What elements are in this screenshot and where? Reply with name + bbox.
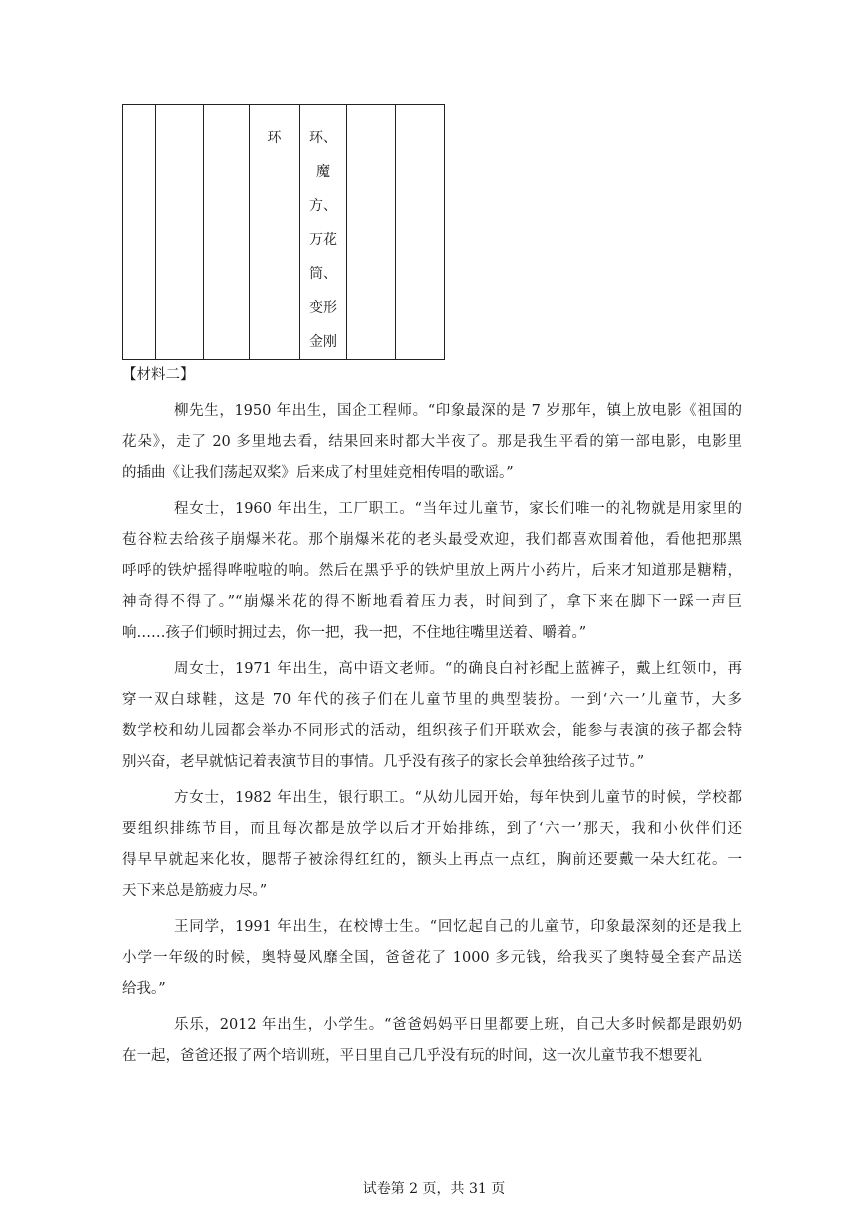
table-cell-line: 变形 [309, 300, 337, 316]
paragraph-line: 要组织排练节目，而且每次都是放学以后才开始排练，到了‘六一’那天，我和小伙伴们还 [122, 821, 742, 837]
paragraph-line: 方女士，1982 年出生，银行职工。“从幼儿园开始，每年快到儿童节的时候，学校都 [174, 790, 742, 806]
paragraph-line: 给我。” [122, 981, 166, 997]
paragraph [122, 1010, 742, 1072]
table-cell-col4-text [250, 105, 299, 155]
table-cell [123, 105, 156, 360]
table-cell-line: 筒、 [309, 266, 337, 282]
table-cell-line: 魔 [316, 164, 330, 180]
paragraph-line: 别兴奋，老早就惦记着表演节目的事情。几乎没有孩子的家长会单独给孩子过节。” [122, 754, 645, 770]
paragraph-line: 花朵》，走了 20 多里地去看，结果回来时都大半夜了。那是我生平看的第一部电影，电影里 [122, 434, 742, 450]
paragraph-line: 呼呼的铁炉摇得哗啦啦的响。然后在黑乎乎的铁炉里放上两片小药片，后来才知道那是糖精， [122, 563, 742, 579]
table-cell-col5-text [300, 105, 346, 359]
paragraph [122, 783, 742, 907]
paragraph-line: 柳先生，1950 年出生，国企工程师。“印象最深的是 7 岁那年，镇上放电影《祖国的 [174, 403, 742, 419]
paragraph-line: 程女士，1960 年出生，工厂职工。“当年过儿童节，家长们唯一的礼物就是用家里的 [174, 501, 742, 517]
paragraph-line: 小学一年级的时候，奥特曼风靡全国，爸爸花了 1000 多元钱，给我买了奥特曼全套产品送 [122, 950, 742, 966]
table-cell [156, 105, 204, 360]
toy-table-fragment [122, 104, 445, 360]
paragraph-line: 响……孩子们顿时拥过去，你一把，我一把，不住地往嘴里送着、嚼着。” [122, 625, 587, 641]
paragraph-line: 王同学，1991 年出生，在校博士生。“回忆起自己的儿童节，印象最深刻的还是我上 [174, 919, 742, 935]
table-cell-line: 环 [267, 130, 282, 146]
paragraph-line: 苞谷粒去给孩子崩爆米花。那个崩爆米花的老头最受欢迎，我们都喜欢围着他，看他把那黑 [122, 532, 742, 548]
paragraph [122, 396, 742, 489]
table-cell [396, 105, 445, 360]
paragraph-line: 在一起，爸爸还报了两个培训班，平日里自己几乎没有玩的时间，这一次儿童节我不想要礼 [122, 1048, 702, 1064]
paragraph-line: 穿一双白球鞋，这是 70 年代的孩子们在儿童节里的典型装扮。一到‘六一’儿童节，大多 [122, 692, 742, 708]
article-body [122, 396, 742, 1077]
paragraph-line: 天下来总是筋疲力尽。” [122, 883, 268, 899]
table-cell-line: 环、 [309, 130, 337, 146]
paragraph [122, 912, 742, 1005]
paragraph-line: 的插曲《让我们荡起双桨》后来成了村里娃竞相传唱的歌谣。” [122, 465, 514, 481]
table-cell-line: 方、 [309, 198, 337, 214]
table-cell-line: 万花 [309, 232, 337, 248]
table-cell [250, 105, 300, 360]
table-cell [347, 105, 396, 360]
paragraph [122, 494, 742, 649]
table-cell [204, 105, 250, 360]
table-cell-line: 金刚 [309, 334, 337, 350]
paragraph [122, 654, 742, 778]
paragraph-line: 周女士，1971 年出生，高中语文老师。“的确良白衬衫配上蓝裤子，戴上红领巾，再 [174, 661, 742, 677]
section-title: 【材料二】 [122, 367, 195, 383]
paragraph-line: 得早早就起来化妆，腮帮子被涂得红红的，额头上再点一点红，胸前还要戴一朵大红花。一 [122, 852, 742, 868]
paragraph-line: 神奇得不得了。”“崩爆米花的得不断地看着压力表，时间到了，拿下来在脚下一踩一声巨 [122, 594, 742, 610]
table-cell [300, 105, 347, 360]
page-footer: 试卷第 2 页，共 31 页 [362, 1181, 506, 1197]
paragraph-line: 乐乐，2012 年出生，小学生。“爸爸妈妈平日里都要上班，自己大多时候都是跟奶奶 [174, 1017, 742, 1033]
paragraph-line: 数学校和幼儿园都会举办不同形式的活动，组织孩子们开联欢会，能参与表演的孩子都会特 [122, 723, 742, 739]
